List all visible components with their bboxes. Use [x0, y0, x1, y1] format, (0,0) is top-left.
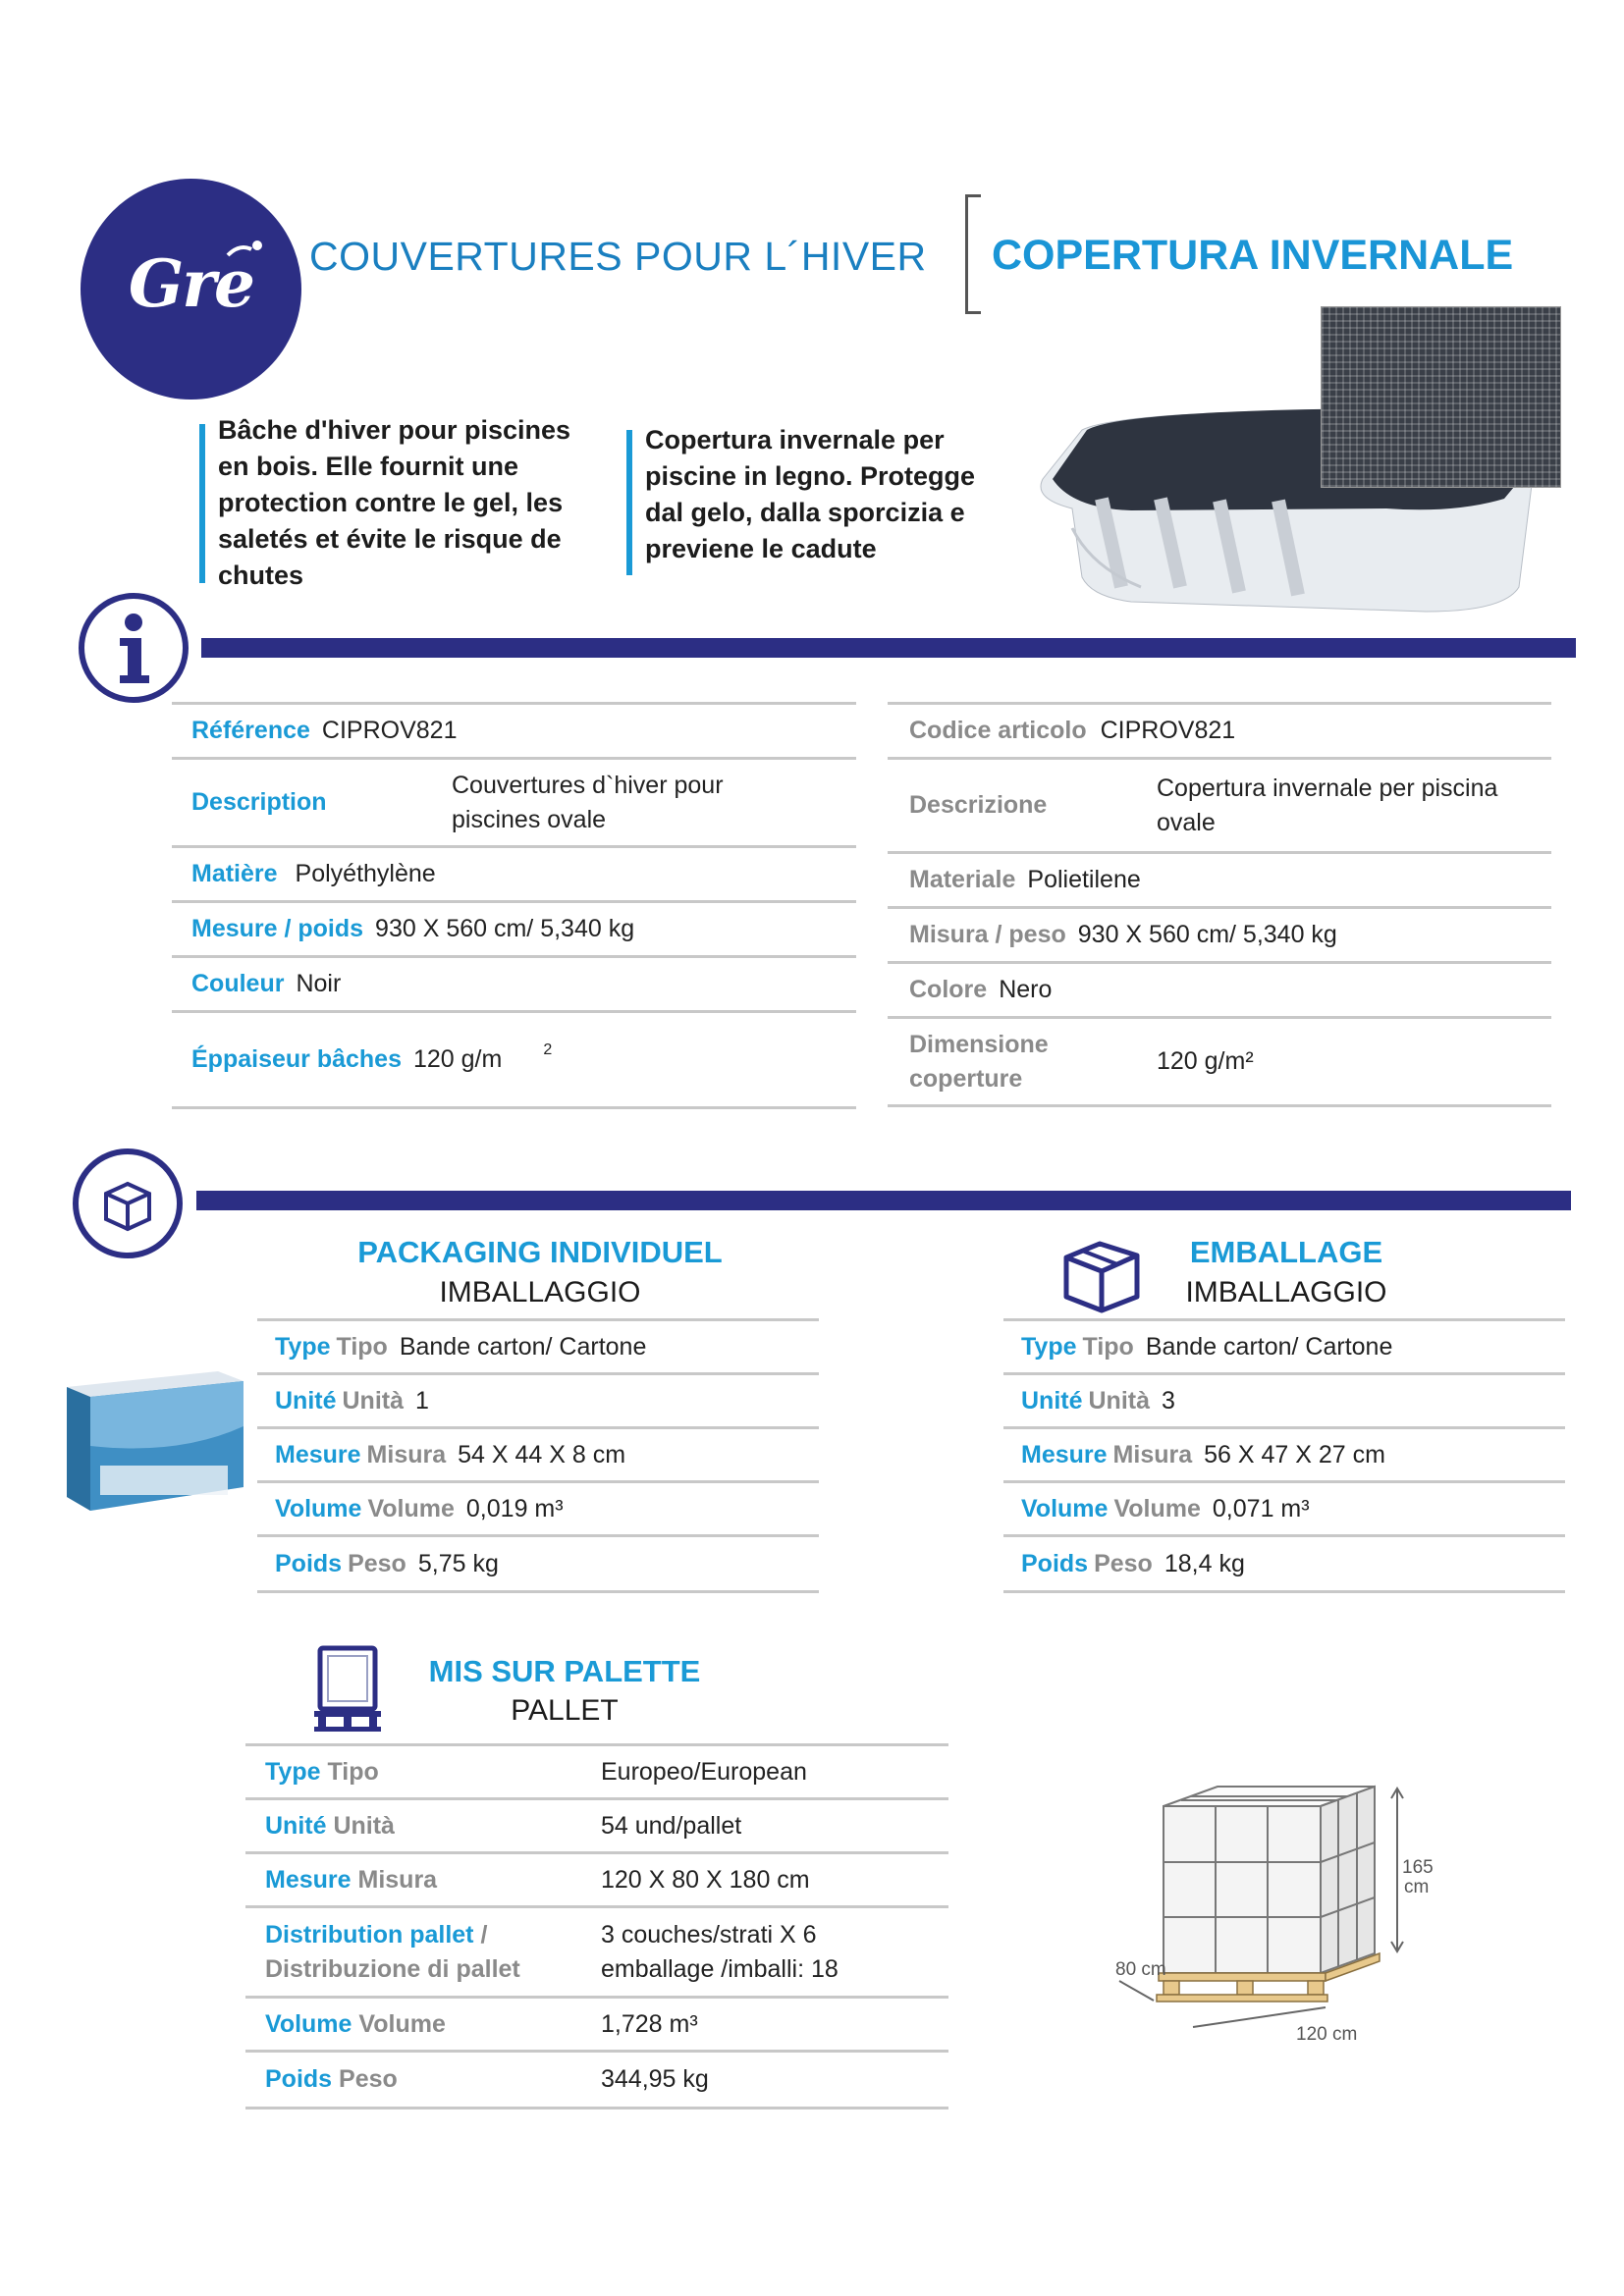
value: 18,4 kg — [1164, 1549, 1245, 1577]
value: 120 g/m² — [1157, 1047, 1254, 1075]
label: Matière — [191, 860, 278, 887]
intro-fr-bar — [199, 424, 205, 583]
value: 344,95 kg — [601, 2065, 709, 2093]
emballage-title: EMBALLAGE — [1189, 1235, 1383, 1269]
spec-it-materiale — [888, 854, 1551, 909]
value: 54 und/pallet — [601, 1811, 742, 1840]
label: Colore — [909, 976, 988, 1003]
label — [265, 1918, 601, 1987]
label: Éppaiseur bâches — [191, 1045, 402, 1073]
value: 5,75 kg — [417, 1549, 499, 1577]
label-fr: Distribution pallet — [265, 1920, 474, 1949]
label: Couleur — [191, 970, 285, 997]
value — [601, 1918, 839, 1987]
mesh-detail-image — [1321, 306, 1561, 488]
value: 930 X 560 cm/ 5,340 kg — [1077, 921, 1337, 948]
label-fr: Unité — [265, 1811, 327, 1840]
label-it: Volume — [1113, 1494, 1201, 1522]
intro-fr-line: saletés et évite le risque de — [218, 524, 562, 554]
emballage-row — [1003, 1429, 1565, 1483]
intro-it-line: Copertura invernale per — [645, 425, 945, 454]
logo-text: Gre — [128, 245, 254, 322]
intro-fr-line: chutes — [218, 561, 304, 590]
value: Polietilene — [1027, 866, 1141, 893]
label: Mesure / poids — [191, 915, 364, 942]
spec-fr-mesure — [172, 903, 856, 958]
label-fr: Poids — [275, 1549, 343, 1577]
spec-it-descrizione — [888, 760, 1551, 854]
label-fr: Type — [275, 1332, 331, 1361]
label-it: Misura — [366, 1440, 447, 1468]
label-it: Tipo — [327, 1757, 379, 1786]
label: Description — [191, 788, 327, 816]
label-it: Peso — [1094, 1549, 1153, 1577]
spec-fr-couleur — [172, 958, 856, 1013]
label-line: coperture — [909, 1064, 1023, 1093]
label-fr: Type — [265, 1757, 321, 1786]
label-it: Unità — [342, 1386, 404, 1415]
emballage-row — [1003, 1321, 1565, 1375]
value — [452, 769, 724, 837]
value: 54 X 44 X 8 cm — [458, 1440, 626, 1468]
label-it: Tipo — [336, 1332, 388, 1361]
pallet-height-label: 165 — [1402, 1857, 1434, 1878]
value: CIPROV821 — [1100, 717, 1236, 744]
label — [265, 2065, 601, 2094]
palette-row — [245, 1854, 948, 1908]
packaging-individuel-title: PACKAGING INDIVIDUEL — [357, 1235, 723, 1269]
spec-fr-matiere — [172, 848, 856, 903]
emballage-row — [1003, 1537, 1565, 1593]
value: 0,019 m³ — [465, 1494, 564, 1522]
value: CIPROV821 — [321, 717, 458, 744]
value-superscript: 2 — [543, 1041, 553, 1058]
spec-fr-reference — [172, 705, 856, 760]
emballage-row — [1003, 1483, 1565, 1537]
label-fr: Mesure — [275, 1440, 361, 1468]
label-it: Misura — [1112, 1440, 1193, 1468]
label-fr: Poids — [1021, 1549, 1089, 1577]
title-divider — [965, 194, 981, 314]
label: Codice articolo — [909, 717, 1087, 744]
label: Misura / peso — [909, 921, 1066, 948]
packaging-section-bar — [196, 1191, 1571, 1210]
brand-logo — [81, 179, 301, 400]
label-it: Peso — [339, 2065, 398, 2093]
intro-fr-line: en bois. Elle fournit une — [218, 452, 519, 481]
value: 930 X 560 cm/ 5,340 kg — [375, 915, 635, 942]
label-fr: Volume — [275, 1494, 362, 1522]
value: 3 — [1162, 1386, 1175, 1415]
intro-it-line: piscine in legno. Protegge — [645, 461, 976, 491]
value: Bande carton/ Cartone — [1145, 1332, 1393, 1361]
label — [265, 1812, 601, 1841]
title-fr: COUVERTURES POUR L´HIVER — [309, 234, 927, 279]
title-it: COPERTURA INVERNALE — [992, 232, 1514, 279]
value: Europeo/European — [601, 1757, 807, 1786]
palette-subtitle: PALLET — [511, 1694, 619, 1727]
value-line: Copertura invernale per piscina — [1157, 774, 1498, 802]
packaging-individuel-subtitle: IMBALLAGGIO — [439, 1276, 641, 1308]
label-line: Dimensione — [909, 1030, 1049, 1058]
label: Descrizione — [909, 791, 1048, 819]
emballage-row — [1003, 1375, 1565, 1429]
palette-row — [245, 1746, 948, 1800]
pack-indiv-row — [257, 1321, 819, 1375]
label-fr: Type — [1021, 1332, 1077, 1361]
label-fr: Volume — [1021, 1494, 1109, 1522]
label: Référence — [191, 717, 310, 744]
spec-fr-description — [172, 760, 856, 848]
emballage-subtitle: IMBALLAGGIO — [1185, 1276, 1387, 1308]
value: 1,728 m³ — [601, 2009, 698, 2038]
pack-indiv-row — [257, 1537, 819, 1593]
value: 56 X 47 X 27 cm — [1204, 1440, 1385, 1468]
value: Bande carton/ Cartone — [399, 1332, 647, 1361]
pack-indiv-row — [257, 1375, 819, 1429]
info-icon — [79, 593, 189, 703]
label-fr: Poids — [265, 2065, 333, 2093]
value-line: Couvertures d`hiver pour — [452, 771, 724, 799]
pallet-width-label: 120 cm — [1296, 2024, 1358, 2045]
intro-fr-line: protection contre le gel, les — [218, 488, 564, 517]
value-line: emballage /imballi: 18 — [601, 1954, 839, 1983]
label-it: Misura — [357, 1865, 438, 1894]
intro-it — [645, 422, 975, 567]
value: Polyéthylène — [295, 860, 436, 887]
label — [909, 1028, 1157, 1096]
spec-it-dimensione — [888, 1019, 1551, 1107]
label-it: Unità — [1088, 1386, 1150, 1415]
palette-row — [245, 1908, 948, 1999]
label — [265, 1758, 601, 1787]
spec-fr-epaisseur — [172, 1013, 856, 1109]
label: Materiale — [909, 866, 1016, 893]
label-it: Distribuzione di pallet — [265, 1954, 520, 1983]
value-line: piscines ovale — [452, 805, 607, 833]
palette-title: MIS SUR PALETTE — [428, 1654, 701, 1688]
palette-row — [245, 1800, 948, 1854]
value: 1 — [415, 1386, 429, 1415]
product-box-image — [61, 1367, 247, 1515]
value-line: 3 couches/strati X 6 — [601, 1920, 817, 1949]
intro-fr-line: Bâche d'hiver pour piscines — [218, 415, 571, 445]
intro-it-line: previene le cadute — [645, 534, 877, 563]
swimmer-icon — [226, 240, 265, 259]
pallet-height-unit: cm — [1404, 1877, 1430, 1897]
pallet-depth-label: 80 cm — [1115, 1959, 1166, 1980]
pallet-icon — [312, 1644, 383, 1733]
intro-it-bar — [626, 430, 632, 575]
label — [265, 2010, 601, 2039]
palette-row — [245, 2053, 948, 2109]
label-fr: Volume — [265, 2009, 352, 2038]
spec-it-colore — [888, 964, 1551, 1019]
pack-indiv-row — [257, 1483, 819, 1537]
value: 0,071 m³ — [1212, 1494, 1310, 1522]
label-it: Peso — [348, 1549, 406, 1577]
spec-it-misura — [888, 909, 1551, 964]
label-fr: Mesure — [265, 1865, 352, 1894]
label-it: Volume — [367, 1494, 455, 1522]
value: 120 g/m — [412, 1045, 503, 1073]
intro-fr — [218, 412, 570, 594]
value — [1157, 772, 1497, 840]
label-it: Volume — [358, 2009, 446, 2038]
label-it: Unità — [333, 1811, 395, 1840]
label-fr: Unité — [1021, 1386, 1083, 1415]
label — [265, 1866, 601, 1895]
pack-indiv-row — [257, 1429, 819, 1483]
value-line: ovale — [1157, 808, 1216, 836]
pallet-diagram — [1100, 1777, 1492, 2071]
label-fr: Unité — [275, 1386, 337, 1415]
intro-it-line: dal gelo, dalla sporcizia e — [645, 498, 965, 527]
info-section-bar — [201, 638, 1576, 658]
value: Noir — [296, 970, 342, 997]
value: Nero — [999, 976, 1053, 1003]
package-section-icon — [73, 1148, 183, 1258]
label-fr: Mesure — [1021, 1440, 1108, 1468]
spec-it-codice — [888, 705, 1551, 760]
palette-row — [245, 1999, 948, 2053]
label-it: Tipo — [1082, 1332, 1134, 1361]
value: 120 X 80 X 180 cm — [601, 1865, 810, 1894]
label-sep: / — [473, 1920, 488, 1949]
